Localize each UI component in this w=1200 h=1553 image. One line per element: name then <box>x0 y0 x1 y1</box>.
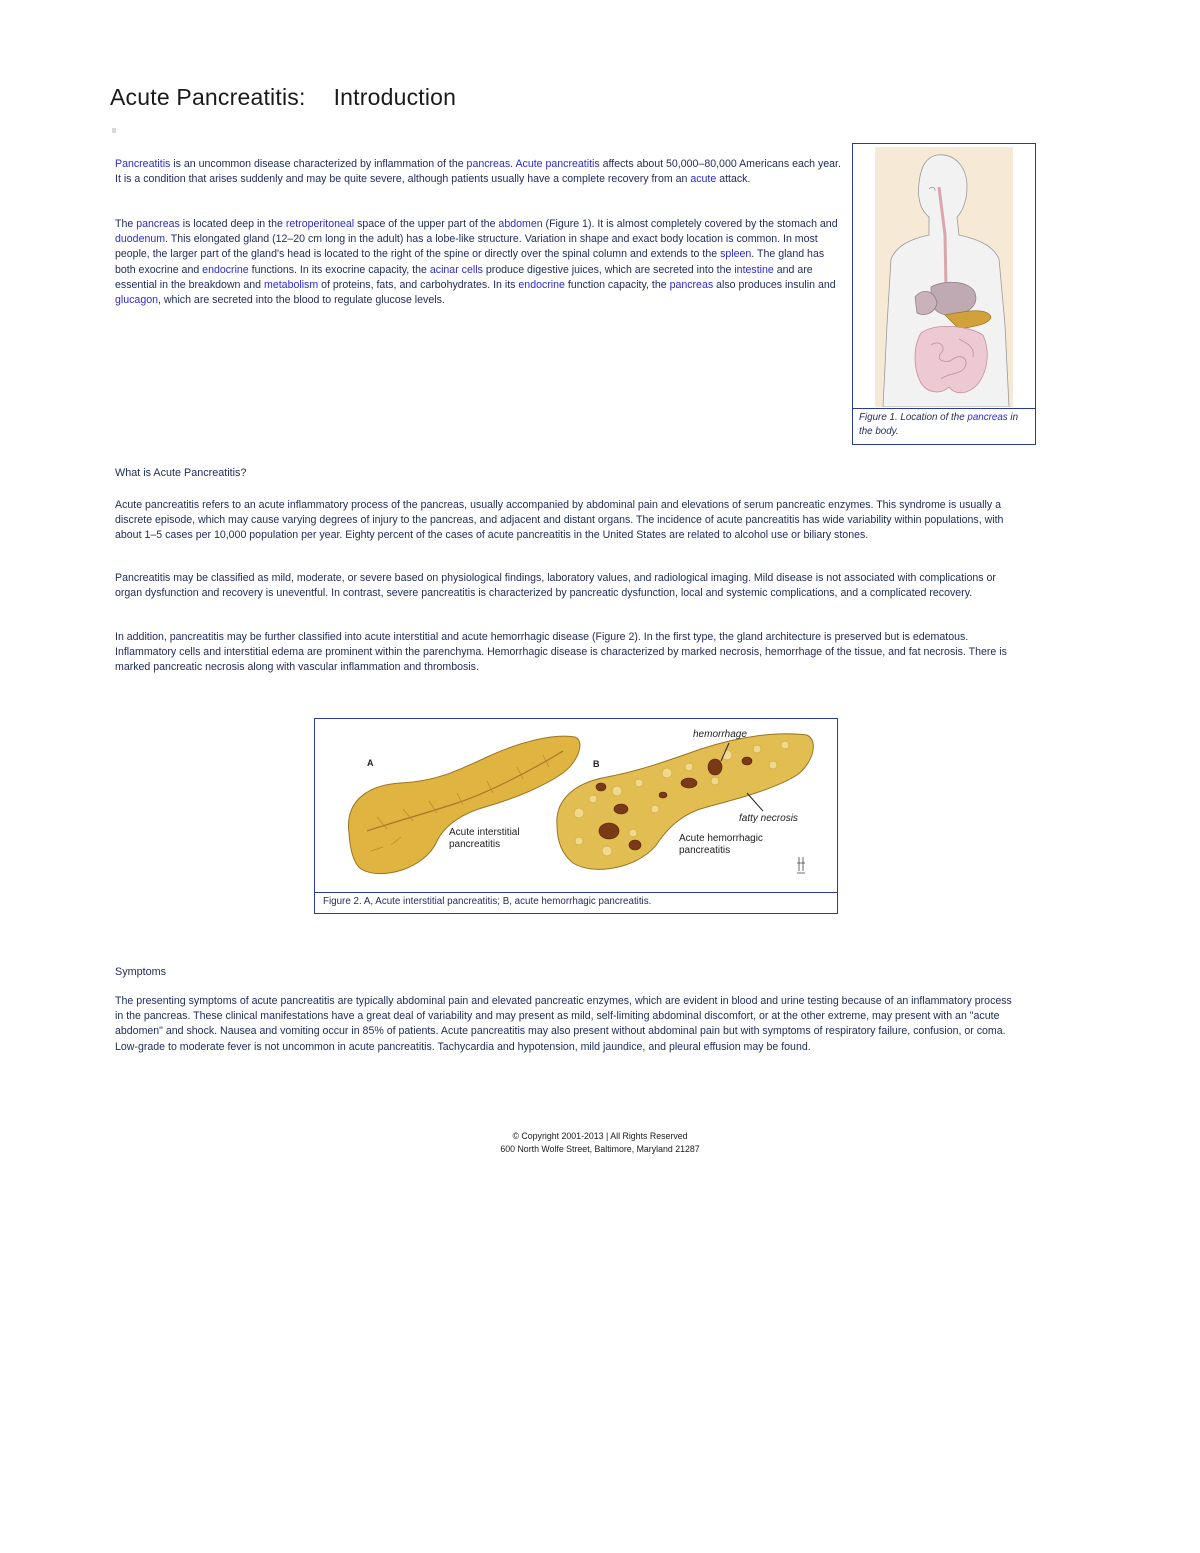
small-image-placeholder <box>112 128 116 133</box>
fatty-necrosis-label: fatty necrosis <box>739 813 798 824</box>
interstitial-label-line-1: Acute interstitial <box>449 827 520 838</box>
intro-paragraph-2 <box>115 217 845 308</box>
glossary-link[interactable]: pancreas <box>136 218 180 230</box>
hemorrhagic-label-line-2: pancreatitis <box>679 845 731 856</box>
pancreatitis-comparison-illustration <box>317 721 835 891</box>
what-is-paragraph-2: Pancreatitis may be classified as mild, moderate, or severe based on physiological findings, laboratory values, and radiological imaging. Mild disease is not associated with complications or organ dysfunction and recovery is uneventful. In contrast, severe pancreatitis is characterized by pancreatic dysfunction, local and systemic complications, and a complicated recovery. <box>115 572 996 600</box>
paragraph-text: of proteins, fats, and carbohydrates. In its <box>318 278 519 291</box>
title-main: Acute Pancreatitis: <box>110 84 306 110</box>
paragraph-text: also produces insulin and <box>713 278 836 291</box>
paragraph-text: , which are secreted into the blood to regulate glucose levels. <box>158 294 445 307</box>
paragraph-text: . This elongated gland (12–20 cm long in the adult) has a lobe-like structure. Variation in shape and exact body location is common. In most people, the larger part of the gland's head is located to the right of the spine or directly over the spinal column and extends to the <box>115 233 818 261</box>
glossary-link[interactable]: duodenum <box>115 233 166 246</box>
paragraph-text: (Figure 1). It is almost completely covered by the stomach and <box>542 218 838 230</box>
paragraph-text: produce digestive juices, which are secreted into the <box>482 263 735 276</box>
figure-1 <box>852 143 1036 445</box>
figure-2-label-b: B <box>593 759 600 769</box>
glossary-link[interactable]: abdomen <box>498 218 543 230</box>
glossary-link[interactable]: retroperitoneal <box>285 218 355 230</box>
paragraph-text: . <box>510 158 516 170</box>
glossary-link[interactable]: pancreas <box>669 278 714 291</box>
what-is-heading: What is Acute Pancreatitis? <box>115 467 247 479</box>
glossary-link[interactable]: endocrine <box>202 263 249 276</box>
glossary-link[interactable]: Pancreatitis <box>115 158 171 170</box>
what-is-paragraph-3: In addition, pancreatitis may be further classified into acute interstitial and acute hemorrhagic disease (Figure 2). In the first type, the gland architecture is preserved but is edematous. Inflammatory cells and interstitial edema are prominent within the parenchyma. Hemorrhagic disease is characterized by marked necrosis, hemorrhage of the tissue, and fat necrosis. There is marked pancreatic necrosis along with vascular inflammation and thrombosis. <box>115 631 1007 674</box>
glossary-link[interactable]: acinar cells <box>429 263 483 276</box>
figure-1-caption: Figure 1. Location of the pancreas in the body. <box>853 408 1035 444</box>
glossary-link[interactable]: spleen <box>720 248 752 261</box>
paragraph-text: is located deep in the <box>179 218 286 230</box>
paragraph-text: attack. <box>716 173 751 186</box>
title-section: Introduction <box>333 84 457 110</box>
glossary-link[interactable]: endocrine <box>518 278 565 291</box>
glossary-link[interactable]: Acute pancreatitis <box>515 158 600 170</box>
body-anatomy-illustration <box>875 147 1013 407</box>
glossary-link[interactable]: glucagon <box>115 294 159 307</box>
glossary-link[interactable]: intestine <box>734 263 774 276</box>
paragraph-text: functions. In its exocrine capacity, the <box>248 263 430 276</box>
paragraph-text: . The gland has both exocrine and <box>115 248 825 276</box>
glossary-link[interactable]: acute <box>690 173 717 186</box>
what-is-paragraph-1: Acute pancreatitis refers to an acute inflammatory process of the pancreas, usually accompanied by abdominal pain and elevations of serum pancreatic enzymes. This syndrome is usually a discrete episode, which may cause varying degrees of injury to the pancreas, and adjacent and distant organs. The incidence of acute pancreatitis has wide variability within populations, with about 1–5 cases per 10,000 population per year. Eighty percent of the cases of acute pancreatitis in the United States are related to alcohol use or biliary stones. <box>115 499 1004 542</box>
hemorrhage-label: hemorrhage <box>693 729 747 740</box>
figure-2-label-a: A <box>367 758 374 768</box>
page-title <box>110 84 456 111</box>
paragraph-text: The <box>115 218 137 230</box>
intro-paragraph-1 <box>115 157 845 187</box>
paragraph-text: function capacity, the <box>564 278 670 291</box>
paragraph-text: affects about 50,000–80,000 Americans each year. It is a condition that arises suddenly and may be quite severe, although patients usually have a complete recovery from an <box>115 158 841 186</box>
paragraph-text: space of the upper part of the <box>354 218 499 230</box>
figure-2 <box>314 718 838 914</box>
interstitial-label-line-2: pancreatitis <box>449 839 501 850</box>
figure-2-caption: Figure 2. A, Acute interstitial pancreatitis; B, acute hemorrhagic pancreatitis. <box>315 892 837 913</box>
footer-address: 600 North Wolfe Street, Baltimore, Maryland 21287 <box>500 1144 700 1154</box>
glossary-link[interactable]: metabolism <box>264 278 319 291</box>
pancreas-link[interactable]: pancreas <box>967 412 1008 423</box>
hemorrhagic-label-line-1: Acute hemorrhagic <box>679 833 763 844</box>
footer-copyright: © Copyright 2001-2013 | All Rights Reserved <box>512 1131 688 1141</box>
paragraph-text: is an uncommon disease characterized by inflammation of the <box>170 158 467 170</box>
paragraph-text: and are essential in the breakdown and <box>115 263 813 291</box>
symptoms-paragraph: The presenting symptoms of acute pancreatitis are typically abdominal pain and elevated pancreatic enzymes, which are evident in blood and urine testing because of an inflammatory process in the pancreas. These clinical manifestations have a great deal of variability and may present as mild, self-limiting abdominal discomfort, or at the other extreme, may present with an "acute abdomen" and shock. Nausea and vomiting occur in 85% of patients. Acute pancreatitis may also present without abdominal pain but with symptoms of respiratory failure, confusion, or coma. Low-grade to moderate fever is not uncommon in acute pancreatitis. Tachycardia and hypotension, mild jaundice, and pleural effusion may be found. <box>115 995 1012 1053</box>
symptoms-heading: Symptoms <box>115 966 166 978</box>
glossary-link[interactable]: pancreas <box>466 158 511 170</box>
